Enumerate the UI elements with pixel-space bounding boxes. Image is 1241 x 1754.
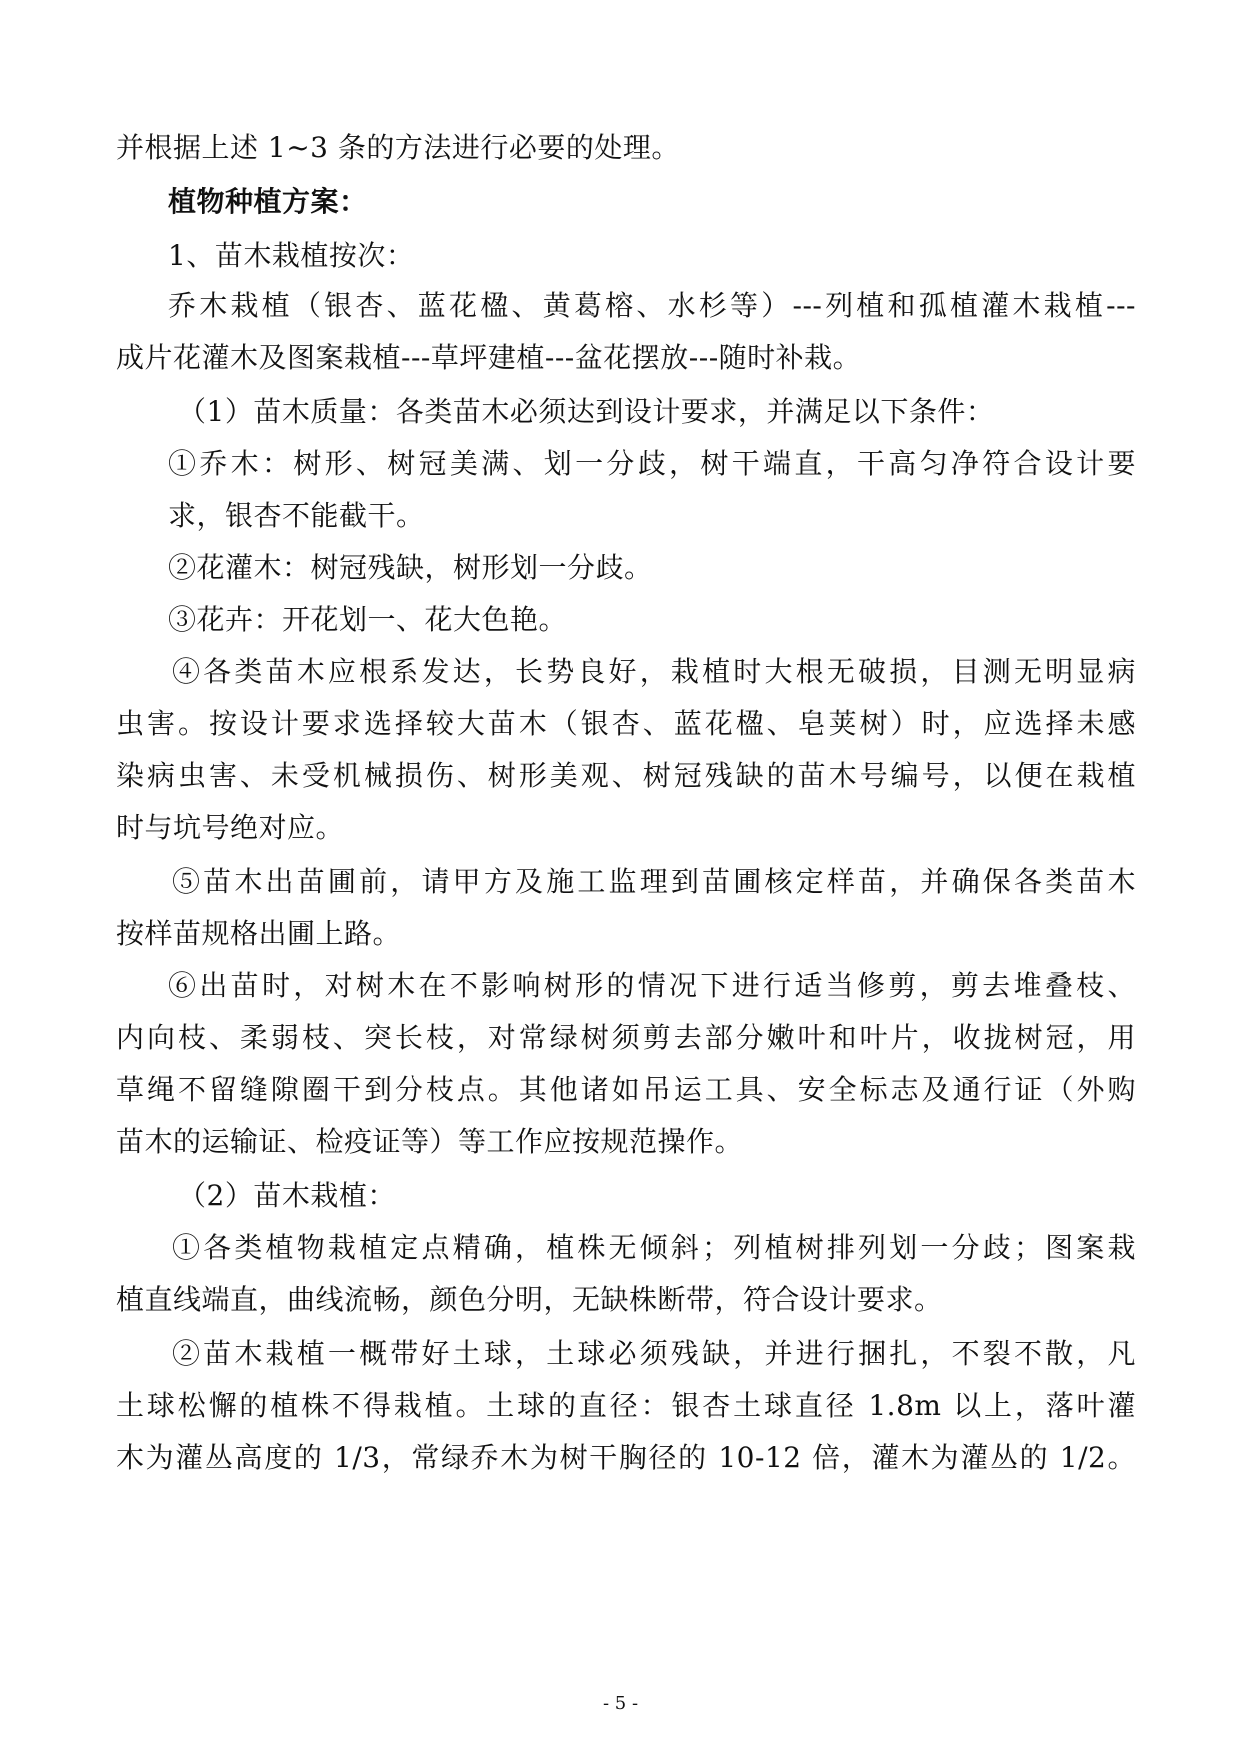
list-item: ⑤苗木出苗圃前，请甲方及施工监理到苗圃核定样苗，并确保各类苗木 xyxy=(172,865,1136,898)
list-item: ②花灌木：树冠残缺，树形划一分歧。 xyxy=(168,551,653,584)
paragraph-line: 乔木栽植（银杏、蓝花楹、黄葛榕、水杉等）---列植和孤植灌木栽植--- xyxy=(168,289,1136,322)
page-number: - 5 - xyxy=(602,1693,639,1714)
paragraph-line: 按样苗规格出圃上路。 xyxy=(116,917,402,950)
paragraph-line: 苗木的运输证、检疫证等）等工作应按规范操作。 xyxy=(116,1125,744,1158)
list-item: ④各类苗木应根系发达，长势良好，栽植时大根无破损，目测无明显病 xyxy=(172,655,1136,688)
list-item: 求，银杏不能截干。 xyxy=(168,499,425,532)
list-item: ①各类植物栽植定点精确，植株无倾斜；列植树排列划一分歧；图案栽 xyxy=(172,1231,1136,1264)
list-item: ⑥出苗时，对树木在不影响树形的情况下进行适当修剪，剪去堆叠枝、 xyxy=(168,969,1136,1002)
list-item: ②苗木栽植一概带好土球，土球必须残缺，并进行捆扎，不裂不散，凡 xyxy=(172,1337,1136,1370)
paragraph-line: 染病虫害、未受机械损伤、树形美观、树冠残缺的苗木号编号，以便在栽植 xyxy=(116,759,1136,792)
paragraph-line: 土球松懈的植株不得栽植。土球的直径：银杏土球直径 1.8m 以上，落叶灌 xyxy=(116,1389,1136,1422)
paragraph-line: 草绳不留缝隙圈干到分枝点。其他诸如吊运工具、安全标志及通行证（外购 xyxy=(116,1073,1136,1106)
subsection-heading: （2）苗木栽植： xyxy=(178,1179,396,1212)
list-item: ③花卉：开花划一、花大色艳。 xyxy=(168,603,568,636)
paragraph-line: 并根据上述 1~3 条的方法进行必要的处理。 xyxy=(116,131,680,164)
paragraph-line: 植直线端直，曲线流畅，颜色分明，无缺株断带，符合设计要求。 xyxy=(116,1283,943,1316)
paragraph-line: 木为灌丛高度的 1/3，常绿乔木为树干胸径的 10-12 倍，灌木为灌丛的 1/2。 xyxy=(116,1441,1136,1474)
list-item: ①乔木：树形、树冠美满、划一分歧，树干端直，干高匀净符合设计要 xyxy=(168,447,1136,480)
subsection-heading: （1）苗木质量：各类苗木必须达到设计要求，并满足以下条件： xyxy=(178,395,995,428)
paragraph-line: 时与坑号绝对应。 xyxy=(116,811,345,844)
paragraph-line: 内向枝、柔弱枝、突长枝，对常绿树须剪去部分嫩叶和叶片，收拢树冠，用 xyxy=(116,1021,1136,1054)
subsection-heading: 1、苗木栽植按次： xyxy=(168,239,415,272)
section-heading: 植物种植方案： xyxy=(168,185,368,218)
paragraph-line: 成片花灌木及图案栽植---草坪建植---盆花摆放---随时补栽。 xyxy=(116,341,862,374)
paragraph-line: 虫害。按设计要求选择较大苗木（银杏、蓝花楹、皂荚树）时，应选择未感 xyxy=(116,707,1136,740)
